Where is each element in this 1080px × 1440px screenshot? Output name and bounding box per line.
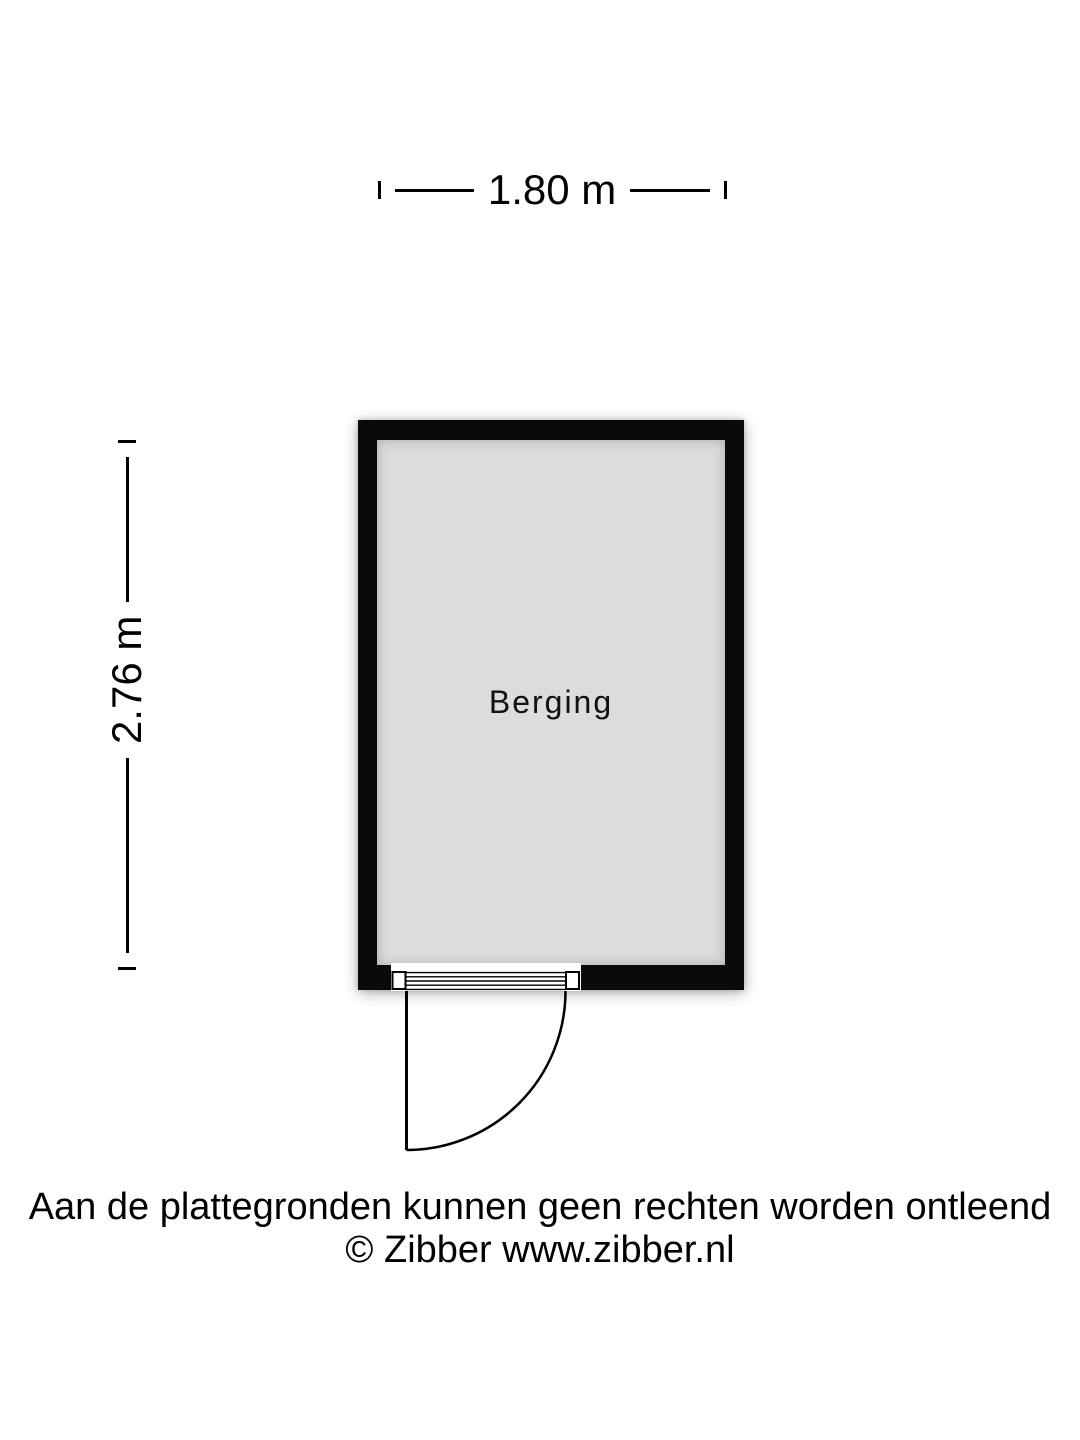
- room-berging: [358, 420, 744, 990]
- door-jamb-right: [566, 972, 579, 989]
- room-floor: [377, 440, 725, 965]
- door-jamb-left: [393, 972, 406, 989]
- dimension-height-label: 2.76 m: [103, 615, 150, 745]
- dimension-line-segment: [126, 457, 129, 602]
- credit-text: © Zibber www.zibber.nl: [345, 1229, 735, 1271]
- room-label: Berging: [488, 684, 614, 720]
- dimension-height: [105, 440, 149, 970]
- dimension-tick-right: [724, 181, 727, 199]
- door: [380, 955, 600, 1165]
- dimension-width-label: 1.80 m: [487, 166, 617, 213]
- disclaimer-text: Aan de plattegronden kunnen geen rechten worden ontleend: [28, 1186, 1052, 1228]
- dimension-line-segment: [630, 189, 710, 192]
- dimension-width: [378, 168, 727, 212]
- dimension-tick-bottom: [118, 967, 136, 970]
- footer: [0, 1186, 1080, 1272]
- dimension-line-segment: [395, 189, 474, 192]
- dimension-line-segment: [126, 758, 129, 953]
- dimension-tick-top: [118, 440, 136, 443]
- door-swing-arc: [407, 991, 566, 1150]
- dimension-tick-left: [378, 181, 381, 199]
